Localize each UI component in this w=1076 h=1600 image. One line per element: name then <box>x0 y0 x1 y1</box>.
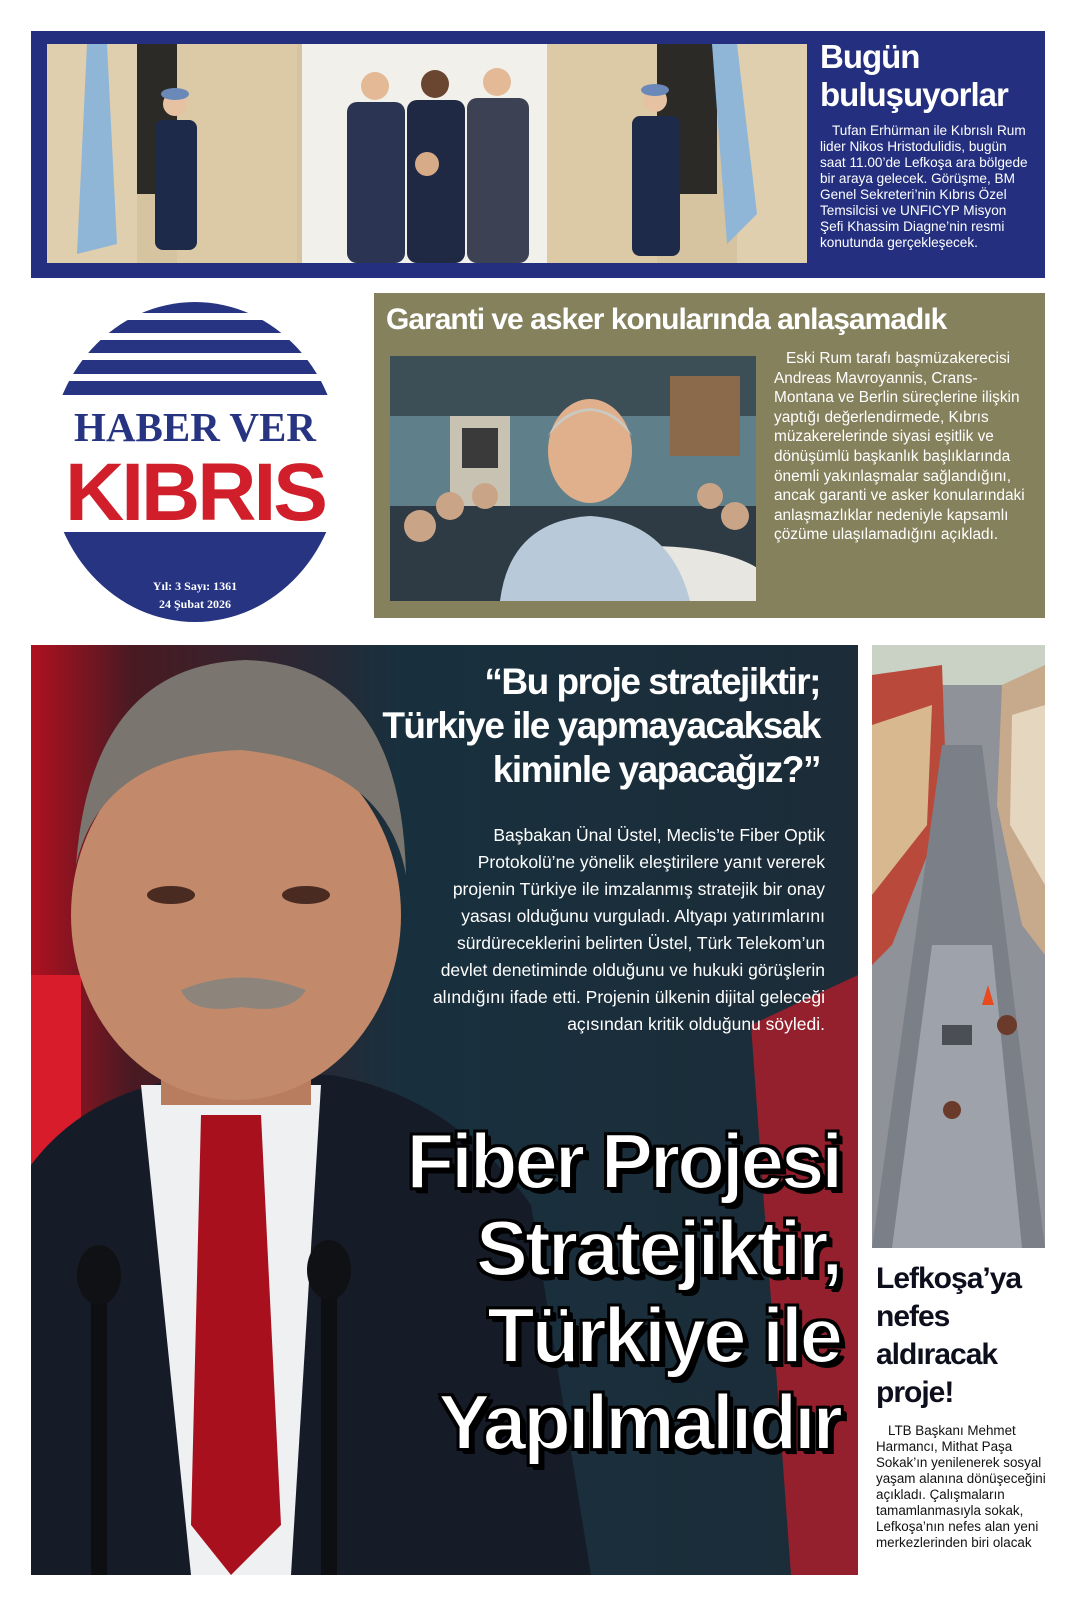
quote-line: kiminle yapacağız?” <box>492 749 820 790</box>
headline-line: Fiber Projesi <box>406 1117 840 1205</box>
garanti-story-title: Garanti ve asker konularında anlaşamadık <box>386 303 947 336</box>
main-headline <box>300 1118 840 1466</box>
leaders-meeting-photo <box>47 44 807 263</box>
side-title-line: proje! <box>876 1376 954 1409</box>
headline-line: Türkiye ile <box>487 1291 840 1379</box>
quote-line: Türkiye ile yapmayacaksak <box>382 705 820 746</box>
masthead-haber-ver: HABER VER <box>74 404 316 450</box>
top-story-title <box>820 38 1035 114</box>
mavroyannis-photo <box>390 356 756 601</box>
headline-line: Stratejiktir, <box>475 1204 840 1292</box>
side-title-line: aldıracak <box>876 1338 998 1371</box>
side-story-title <box>876 1260 1056 1412</box>
issue-date: 24 Şubat 2026 <box>158 597 232 611</box>
side-title-line: nefes <box>876 1300 950 1333</box>
main-story-quote <box>380 660 820 792</box>
masthead-kibris: KIBRIS <box>65 447 325 538</box>
top-story-title-line: Bugün <box>820 38 920 75</box>
side-story-body: LTB Başkanı Mehmet Harmancı, Mithat Paşa Sokak’ın yenilenerek sosyal yaşam alanına dönüşeceğini açıkladı. Çalışmaların tamamlanmasıyla sokak, Lefkoşa’nın nefes alan yeni merkezlerinden biri olacak <box>876 1423 1046 1550</box>
headline-line: Yapılmalıdır <box>438 1378 840 1466</box>
garanti-story-body: Eski Rum tarafı başmüzakerecisi Andreas Mavroyannis, Crans-Montana ve Berlin süreçlerine ilişkin yaptığı değerlendirmede, Kıbrıs müzakerelerinde siyasi eşitlik ve dönüşümlü başkanlık başlıklarında önemli yakınlaşmalar sağlandığını, ancak garanti ve asker konularındaki anlaşmazlıklar nedeniyle kapsamlı çözüme ulaşılamadığını açıkladı. <box>774 350 1025 544</box>
mithat-pasa-street-photo <box>872 645 1045 1248</box>
quote-line: “Bu proje stratejiktir; <box>484 661 820 702</box>
top-story-title-line: buluşuyorlar <box>820 76 1008 113</box>
top-story-body: Tufan Erhürman ile Kıbrıslı Rum lider Nikos Hristodulidis, bugün saat 11.00’de Lefkoşa ara bölgede bir araya gelecek. Görüşme, BM Genel Sekreteri’nin Kıbrıs Özel Temsilcisi ve UNFICYP Misyon Şefi Khassim Diagne’nin resmi konutunda gerçekleşecek. <box>820 123 1028 250</box>
main-story-body: Başbakan Ünal Üstel, Meclis’te Fiber Optik Protokolü’ne yönelik eleştirilere yanıt vererek projenin Türkiye ile imzalanmış stratejik bir onay yasası olduğunu vurguladı. Altyapı yatırımlarını sürdüreceklerini belirten Üstel, Türk Telekom’un devlet denetiminde olduğunu ve hukuki görüşlerin alındığını ifade etti. Projenin ülkenin dijital geleceği açısından kritik olduğunu söyledi. <box>432 825 825 1034</box>
side-title-line: Lefkoşa’ya <box>876 1262 1022 1295</box>
issue-number: Yıl: 3 Sayı: 1361 <box>152 579 238 593</box>
